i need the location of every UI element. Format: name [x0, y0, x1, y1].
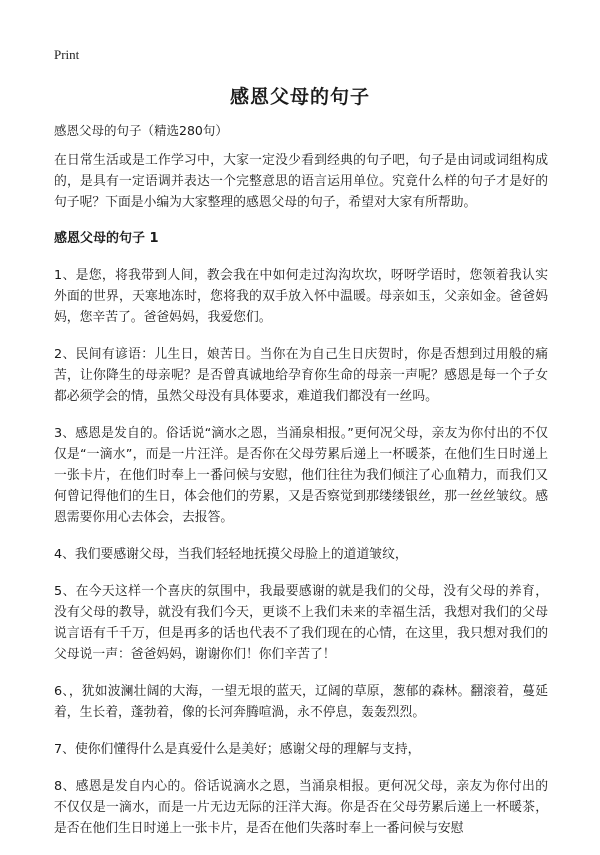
- list-item: 7、使你们懂得什么是真爱什么是美好；感谢父母的理解与支持，: [54, 742, 421, 757]
- document-body: [54, 150, 548, 855]
- document-subtitle: 感恩父母的句子（精选280句）: [54, 123, 228, 138]
- list-item: 4、我们要感谢父母，当我们轻轻地抚摸父母脸上的道道皱纹，: [54, 547, 408, 562]
- section-heading: 感恩父母的句子 1: [54, 231, 159, 246]
- document-title: 感恩父母的句子: [229, 86, 370, 108]
- list-item: 8、感恩是发自内心的。俗话说滴水之恩，当涌泉相报。更何况父母，亲友为你付出的不仅仅是一滴水，而是一片无边无际的汪洋大海。你是否在父母劳累后递上一杯暖茶，是否在他们生日时递上一张卡片，是否在他们失落时奉上一番问候与安慰: [54, 779, 548, 836]
- list-item: 2、民间有谚语：儿生日，娘苦日。当你在为自己生日庆贺时，你是否想到过用般的痛苦，让你降生的母亲呢？是否曾真诚地给孕育你生命的母亲一声呢？感恩是每一个子女都必须学会的情，虽然父母没有具体要求，难道我们都没有一丝吗。: [54, 347, 548, 404]
- list-item: 3、感恩是发自的。俗话说“滴水之恩，当涌泉相报。”更何况父母，亲友为你付出的不仅仅是“一滴水”，而是一片汪洋。是否你在父母劳累后递上一杯暖茶，在他们生日时递上一张卡片，在他们时奉上一番问候与安慰，他们往往为我们倾注了心血精力，而我们又何曾记得他们的生日，体会他们的劳累，又是否察觉到那缕缕银丝，那一丝丝皱纹。感恩需要你用心去体会，去报答。: [54, 426, 548, 525]
- list-item: 6、，犹如波澜壮阔的大海，一望无垠的蓝天，辽阔的草原，葱郁的森林。翻滚着，蔓延着，生长着，蓬勃着，像的长河奔腾喧渦，永不停息，轰轰烈烈。: [54, 684, 548, 720]
- print-link[interactable]: Print: [54, 47, 80, 62]
- intro-paragraph: 在日常生活或是工作学习中，大家一定没少看到经典的句子吧，句子是由词或词组构成的，是具有一定语调并表达一个完整意思的语言运用单位。究竟什么样的句子才是好的句子呢？下面是小编为大家整理的感恩父母的句子，希望对大家有所帮助。: [54, 153, 548, 210]
- list-item: 5、在今天这样一个喜庆的氛围中，我最要感谢的就是我们的父母，没有父母的养育，没有父母的教导，就没有我们今天，更谈不上我们未来的幸福生活，我想对我们的父母说言语有千千万，但是再多的话也代表不了我们现在的心情，在这里，我只想对我们的父母说一声：爸爸妈妈，谢谢你们！你们辛苦了！: [54, 584, 548, 662]
- list-item: 1、是您，将我带到人间，教会我在中如何走过沟沟坎坎，呀呀学语时，您领着我认实外面的世界，天寒地冻时，您将我的双手放入怀中温暖。母亲如玉，父亲如金。爸爸妈妈，您辛苦了。爸爸妈妈，我爱您们。: [54, 268, 548, 325]
